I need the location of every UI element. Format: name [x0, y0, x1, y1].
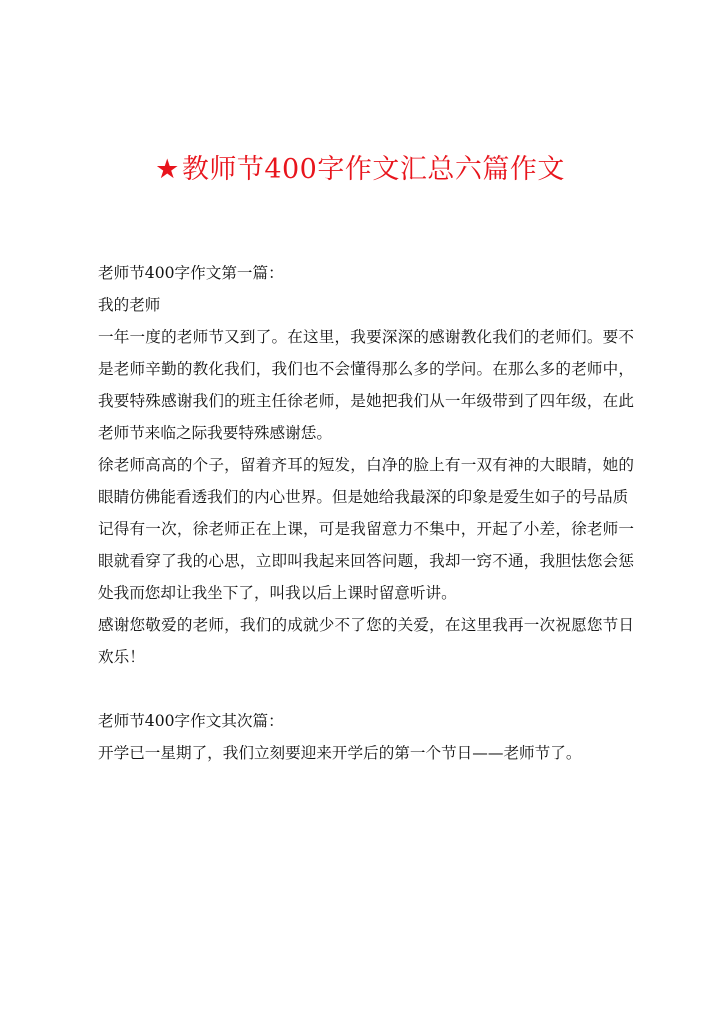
paragraph: 记得有一次，徐老师正在上课，可是我留意力不集中，开起了小差，徐老师一眼就看穿了我的心思，立即叫我起来回答问题，我却一窍不通，我胆怯您会惩处我而您却让我坐下了，叫我以后上课时留意听讲。: [98, 520, 634, 602]
document-body: [98, 257, 634, 769]
section-subtitle: 我的老师: [98, 296, 161, 314]
star-icon: ★: [155, 154, 180, 185]
paragraph: 感谢您敬爱的老师，我们的成就少不了您的关爱，在这里我再一次祝愿您节日欢乐！: [98, 616, 634, 666]
paragraph: 开学已一星期了，我们立刻要迎来开学后的第一个节日——老师节了。: [98, 744, 582, 762]
paragraph: 一年一度的老师节又到了。在这里，我要深深的感谢教化我们的老师们。要不是老师辛勤的教化我们，我们也不会懂得那么多的学问。在那么多的老师中，我要特殊感谢我们的班主任徐老师，是她把我们从一年级带到了四年级，在此老师节来临之际我要特殊感谢恁。: [98, 328, 634, 442]
paragraph: 徐老师高高的个子，留着齐耳的短发，白净的脸上有一双有神的大眼睛，她的眼睛仿佛能看透我们的内心世界。但是她给我最深的印象是爱生如子的号品质: [98, 456, 634, 506]
document-title: [0, 148, 720, 192]
section-heading: 老师节400字作文其次篇：: [98, 712, 284, 730]
title-text: 教师节400字作文汇总六篇作文: [181, 154, 565, 185]
section-heading: 老师节400字作文第一篇：: [98, 264, 284, 282]
section-spacer: [98, 673, 634, 705]
